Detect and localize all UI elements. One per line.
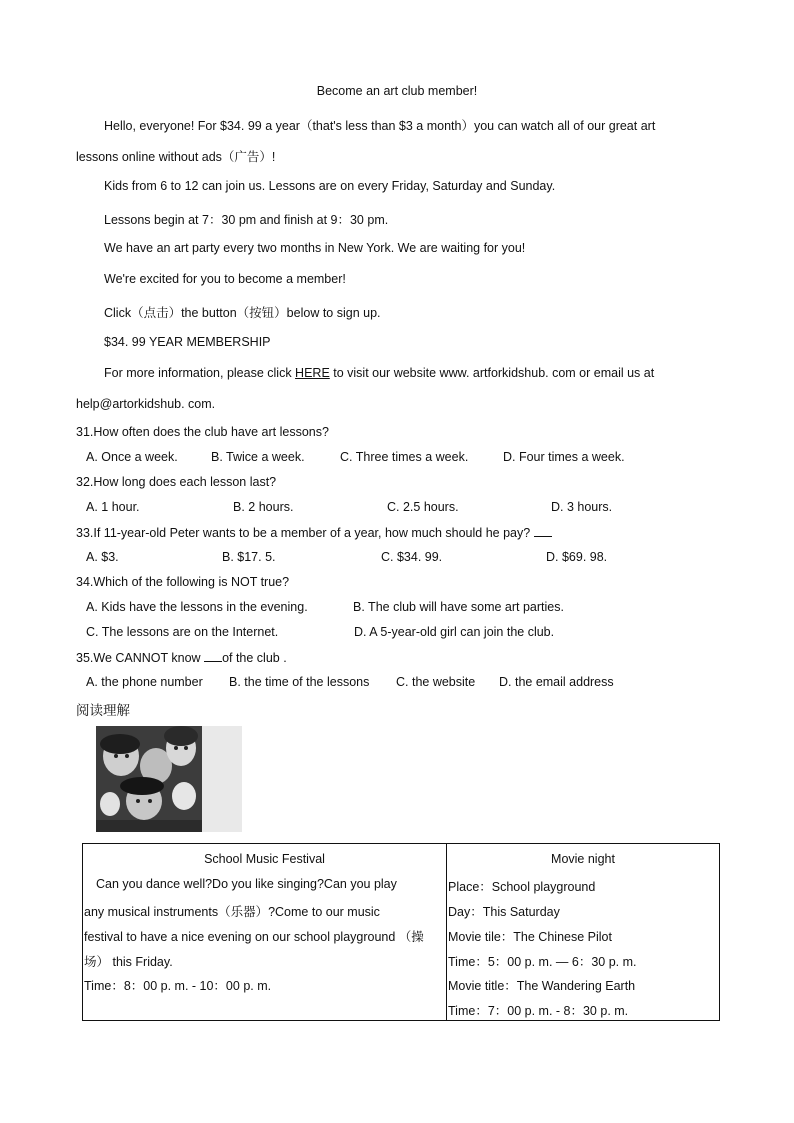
question-35-pre: 35.We CANNOT know bbox=[76, 651, 205, 665]
music-festival-line-3: festival to have a nice evening on our school playground （操 bbox=[84, 930, 424, 944]
question-33-text: 33.If 11-year-old Peter wants to be a member of a year, how much should he pay? bbox=[76, 526, 531, 540]
ad-paragraph-8-pre: For more information, please click bbox=[104, 366, 296, 380]
q31-option-a: A. Once a week. bbox=[86, 450, 178, 464]
q33-option-a: A. $3. bbox=[86, 550, 119, 564]
q35-option-b: B. the time of the lessons bbox=[229, 675, 370, 689]
q34-option-c: C. The lessons are on the Internet. bbox=[86, 625, 279, 639]
q34-option-d: D. A 5-year-old girl can join the club. bbox=[354, 625, 555, 639]
music-festival-line-1: Can you dance well?Do you like singing?Can you play bbox=[96, 877, 397, 891]
kids-photo-drawing bbox=[96, 726, 202, 832]
ad-paragraph-8-post: to visit our website www. artforkidshub. com or email us at bbox=[329, 366, 655, 380]
question-33 bbox=[76, 525, 552, 540]
ad-paragraph-6: Click（点击）the button（按钮）below to sign up. bbox=[104, 306, 381, 320]
movie-night-title-2: Movie title：The Wandering Earth bbox=[448, 979, 636, 993]
events-table bbox=[82, 843, 720, 1021]
section-label: 阅读理解 bbox=[76, 703, 130, 718]
ad-paragraph-3: Lessons begin at 7：30 pm and finish at 9：30 pm. bbox=[104, 213, 389, 227]
ad-paragraph-8b: help@artorkidshub. com. bbox=[76, 397, 216, 411]
answer-blank bbox=[534, 525, 552, 537]
q32-option-a: A. 1 hour. bbox=[86, 500, 140, 514]
q31-option-c: C. Three times a week. bbox=[340, 450, 469, 464]
ad-paragraph-4: We have an art party every two months in New York. We are waiting for you! bbox=[104, 241, 526, 255]
q31-option-b: B. Twice a week. bbox=[211, 450, 305, 464]
q34-option-a: A. Kids have the lessons in the evening. bbox=[86, 600, 308, 614]
q33-option-c: C. $34. 99. bbox=[381, 550, 443, 564]
music-festival-title: School Music Festival bbox=[204, 852, 325, 866]
question-35 bbox=[76, 650, 287, 665]
q35-option-d: D. the email address bbox=[499, 675, 614, 689]
music-festival-line-2: any musical instruments（乐器）?Come to our music bbox=[84, 905, 380, 919]
kids-photo-image bbox=[96, 726, 202, 832]
answer-blank bbox=[204, 650, 222, 662]
ad-paragraph-8a bbox=[104, 366, 654, 380]
q34-option-b: B. The club will have some art parties. bbox=[353, 600, 564, 614]
movie-night-day: Day：This Saturday bbox=[448, 905, 560, 919]
q32-option-b: B. 2 hours. bbox=[233, 500, 294, 514]
q32-option-c: C. 2.5 hours. bbox=[387, 500, 459, 514]
question-34: 34.Which of the following is NOT true? bbox=[76, 575, 290, 589]
movie-night-cell bbox=[447, 844, 719, 1020]
ad-title: Become an art club member! bbox=[316, 84, 478, 98]
q32-option-d: D. 3 hours. bbox=[551, 500, 613, 514]
here-link[interactable]: HERE bbox=[295, 366, 330, 380]
movie-night-title-1: Movie tile：The Chinese Pilot bbox=[448, 930, 612, 944]
ad-paragraph-5: We're excited for you to become a member! bbox=[104, 272, 346, 286]
q31-option-d: D. Four times a week. bbox=[503, 450, 625, 464]
music-festival-time: Time：8：00 p. m. - 10：00 p. m. bbox=[84, 979, 272, 993]
ad-paragraph-2: Kids from 6 to 12 can join us. Lessons are on every Friday, Saturday and Sunday. bbox=[104, 179, 556, 193]
kids-photo bbox=[96, 726, 242, 832]
music-festival-cell bbox=[83, 844, 446, 1020]
q33-option-b: B. $17. 5. bbox=[222, 550, 276, 564]
q35-option-c: C. the website bbox=[396, 675, 476, 689]
question-35-post: of the club . bbox=[222, 651, 287, 665]
question-31: 31.How often does the club have art lessons? bbox=[76, 425, 329, 439]
question-32: 32.How long does each lesson last? bbox=[76, 475, 277, 489]
membership-line: $34. 99 YEAR MEMBERSHIP bbox=[104, 335, 271, 349]
movie-night-title: Movie night bbox=[551, 852, 615, 866]
ad-paragraph-1a: Hello, everyone! For $34. 99 a year（that's less than $3 a month）you can watch all of our great art bbox=[104, 119, 656, 133]
music-festival-line-4: 场） this Friday. bbox=[84, 955, 173, 969]
ad-paragraph-1b: lessons online without ads（广告）! bbox=[76, 150, 276, 164]
q35-option-a: A. the phone number bbox=[86, 675, 203, 689]
q33-option-d: D. $69. 98. bbox=[546, 550, 608, 564]
movie-night-time-2: Time：7：00 p. m. - 8：30 p. m. bbox=[448, 1004, 629, 1018]
movie-night-time-1: Time：5：00 p. m. — 6：30 p. m. bbox=[448, 955, 637, 969]
movie-night-place: Place：School playground bbox=[448, 880, 596, 894]
